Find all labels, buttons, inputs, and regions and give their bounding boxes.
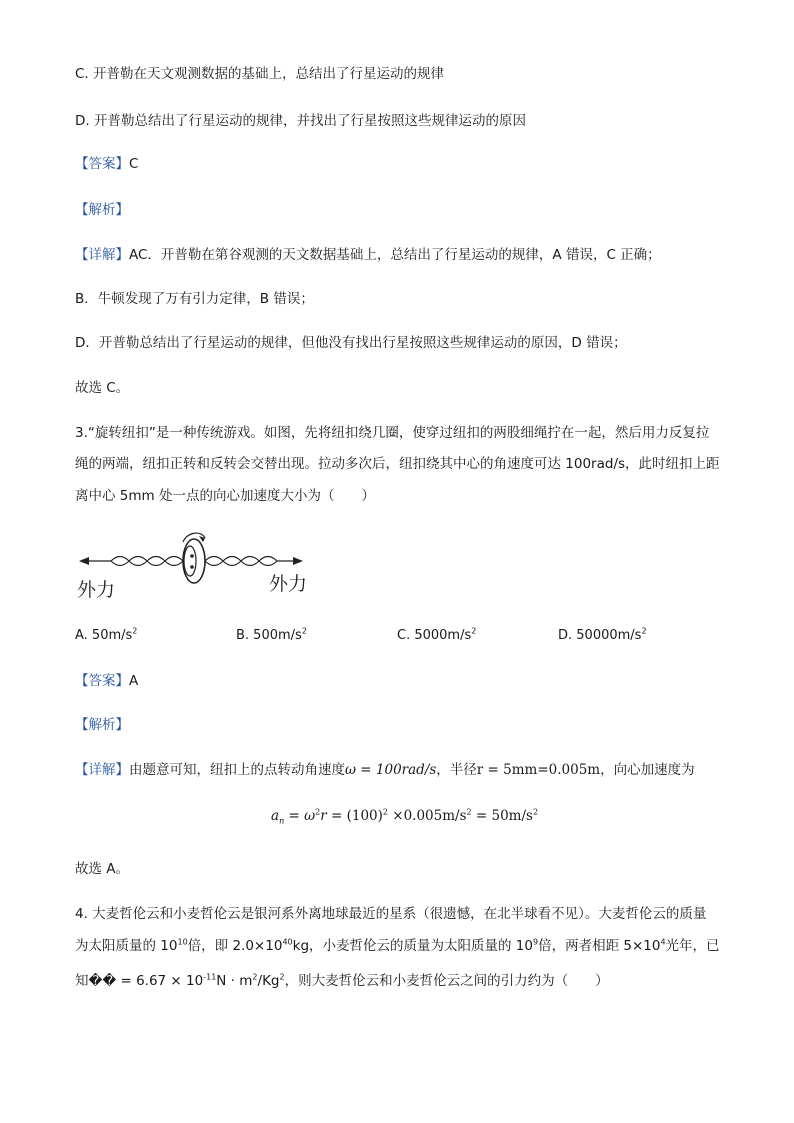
q4-stem-line-1: 4. 大麦哲伦云和小麦哲伦云是银河系外离地球最近的星系（很遗憾，在北半球看不见）。大麦哲伦云的质量 bbox=[75, 906, 707, 922]
spinning-button-diagram bbox=[75, 524, 315, 604]
left-arrow-head bbox=[79, 557, 89, 565]
spinning-button-figure bbox=[75, 524, 315, 608]
right-arrow-head bbox=[293, 557, 303, 565]
q3-option-d: D. $50000m/s^2$ bbox=[558, 626, 647, 643]
q3-stem-line-2: 绳的两端，纽扣正转和反转会交替出现。拉动多次后，纽扣绕其中心的角速度可达 100rad/s，此时纽扣上距 bbox=[75, 456, 720, 472]
q3-analysis-tag: 【解析】 bbox=[75, 717, 129, 733]
q3-detail: 【详解】由题意可知，纽扣上的点转动角速度ω = 100rad/s，半径r = 5mm=0.005m，向心加速度为 bbox=[75, 762, 695, 778]
left-force-label: 外力 bbox=[77, 579, 116, 601]
detail-tag: 【详解】 bbox=[75, 762, 129, 778]
q3-stem-line-1: 3.“旋转纽扣”是一种传统游戏。如图，先将纽扣绕几圈，使穿过纽扣的两股细绳拧在一起，然后用力反复拉 bbox=[75, 425, 710, 441]
q4-stem-line-2: 为太阳质量的 $10^{10}$倍，即 $2.0\times 10^{40}kg$，小麦哲伦云的质量为太阳质量的 $10^9$倍，两者相距 $5\times 10^4$光年，已 bbox=[75, 937, 720, 954]
q3-option-b: B. $500m/s^2$ bbox=[236, 626, 307, 643]
q2-conclusion: 故选 C。 bbox=[75, 380, 130, 396]
answer-tag: 【答案】 bbox=[75, 156, 129, 172]
q2-detail-3: D．开普勒总结出了行星运动的规律，但他没有找出行星按照这些规律运动的原因，D 错误； bbox=[75, 335, 627, 351]
q2-detail-1 bbox=[75, 245, 661, 265]
right-twisted-string-2 bbox=[205, 557, 277, 566]
button-disc bbox=[183, 539, 205, 583]
q3-option-a: A. $50m/s^2$ bbox=[75, 626, 138, 643]
detail-text: AC．开普勒在第谷观测的天文数据基础上，总结出了行星运动的规律，A 错误，C 正确； bbox=[129, 247, 661, 263]
q2-analysis-tag: 【解析】 bbox=[75, 202, 129, 218]
q3-stem-line-3: 离中心 5mm 处一点的向心加速度大小为（ ） bbox=[75, 488, 375, 504]
q3-option-c: C. $5000m/s^2$ bbox=[397, 626, 477, 643]
button-hole-bottom bbox=[190, 565, 194, 569]
q3-conclusion: 故选 A。 bbox=[75, 861, 130, 877]
q2-option-d: D. 开普勒总结出了行星运动的规律，并找出了行星按照这些规律运动的原因 bbox=[75, 113, 526, 129]
button-hole-top bbox=[190, 554, 194, 558]
answer-value: A bbox=[129, 673, 139, 689]
detail-tag: 【详解】 bbox=[75, 247, 129, 263]
right-force-label: 外力 bbox=[269, 573, 308, 595]
omega-equation: ω = 100rad/s bbox=[345, 762, 437, 778]
radius-equation: r = 5mm=0.005m bbox=[476, 762, 601, 778]
answer-tag: 【答案】 bbox=[75, 673, 129, 689]
q2-option-c: C. 开普勒在天文观测数据的基础上，总结出了行星运动的规律 bbox=[75, 66, 445, 82]
centripetal-acceleration-formula: $a_n = \omega^2r = (100)^2 \times 0.005m/s^2 = 50m/s^2$ bbox=[271, 807, 539, 826]
q2-answer bbox=[75, 154, 138, 174]
q4-stem-line-3: 知�� = $6.67 \times 10^{-11}N \cdot m^2/Kg^2$，则大麦哲伦云和小麦哲伦云之间的引力约为（ ） bbox=[75, 972, 609, 989]
q3-answer bbox=[75, 671, 138, 691]
answer-value: C bbox=[129, 156, 139, 172]
q2-detail-2: B．牛顿发现了万有引力定律，B 错误； bbox=[75, 291, 314, 307]
